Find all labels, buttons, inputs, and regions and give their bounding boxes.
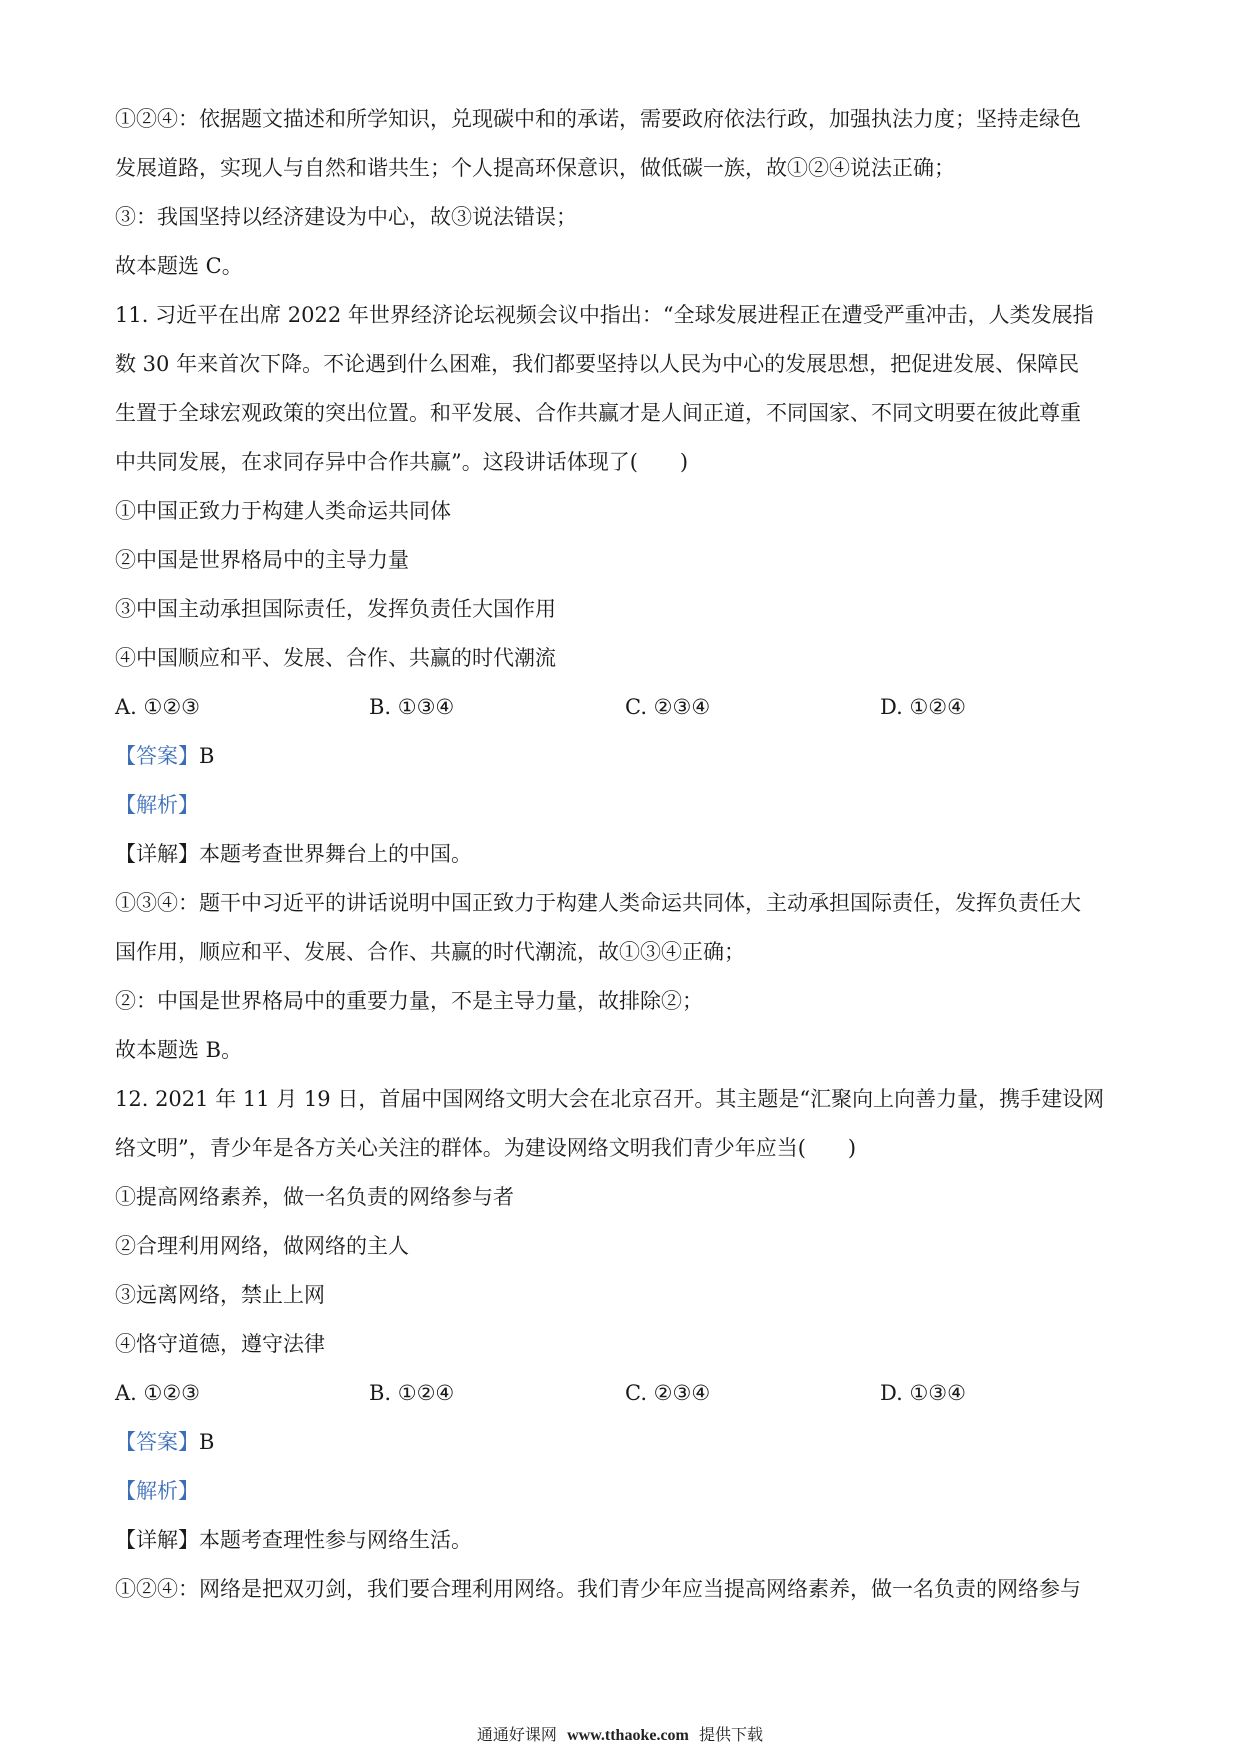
q12-stem-line2: 络文明”，青少年是各方关心关注的群体。为建设网络文明我们青少年应当( ) <box>115 1136 857 1160</box>
q12-detail-text: 本题考查理性参与网络生活。 <box>199 1528 472 1552</box>
q11-statement-1: ①中国正致力于构建人类命运共同体 <box>115 499 451 523</box>
q12-statement-2: ②合理利用网络，做网络的主人 <box>115 1234 409 1258</box>
q12-statement-3: ③远离网络，禁止上网 <box>115 1283 325 1307</box>
q12-option-a: A. ①②③ <box>115 1381 200 1405</box>
q11-stem-line3: 生置于全球宏观政策的突出位置。和平发展、合作共赢才是人间正道，不同国家、不同文明要在彼此尊重 <box>115 401 1081 425</box>
q10-analysis-124-line2: 发展道路，实现人与自然和谐共生；个人提高环保意识，做低碳一族，故①②④说法正确； <box>115 156 955 180</box>
q11-statement-2: ②中国是世界格局中的主导力量 <box>115 548 409 572</box>
footer-site-url[interactable]: www.tthaoke.com <box>567 1727 689 1744</box>
q11-stem-line2: 数 30 年来首次下降。不论遇到什么困难，我们都要坚持以人民为中心的发展思想，把促进发展、保障民 <box>115 352 1080 376</box>
q11-option-c: C. ②③④ <box>625 695 711 719</box>
q11-explain-134-line1: ①③④：题干中习近平的讲话说明中国正致力于构建人类命运共同体，主动承担国际责任，发挥负责任大 <box>115 891 1081 915</box>
q11-answer-tag: 【答案】 <box>115 744 199 768</box>
q12-statement-1: ①提高网络素养，做一名负责的网络参与者 <box>115 1185 514 1209</box>
q12-detail <box>115 1525 1125 1555</box>
q11-option-d: D. ①②④ <box>880 695 966 719</box>
q12-analysis-tag: 【解析】 <box>115 1479 199 1503</box>
q11-option-a: A. ①②③ <box>115 695 200 719</box>
q12-detail-tag: 【详解】 <box>115 1528 199 1552</box>
q12-option-c: C. ②③④ <box>625 1381 711 1405</box>
q11-analysis-tag: 【解析】 <box>115 793 199 817</box>
q11-explain-2: ②：中国是世界格局中的重要力量，不是主导力量，故排除②； <box>115 989 703 1013</box>
q12-statement-4: ④恪守道德，遵守法律 <box>115 1332 325 1356</box>
q11-detail-text: 本题考查世界舞台上的中国。 <box>199 842 472 866</box>
q12-option-b: B. ①②④ <box>369 1381 455 1405</box>
q11-answer <box>115 741 1125 771</box>
q10-conclusion: 故本题选 C。 <box>115 254 243 278</box>
q12-answer-tag: 【答案】 <box>115 1430 199 1454</box>
q11-option-b: B. ①③④ <box>369 695 455 719</box>
q12-stem-line1: 12. 2021 年 11 月 19 日，首届中国网络文明大会在北京召开。其主题是“汇聚向上向善力量，携手建设网 <box>115 1087 1105 1111</box>
q11-detail-tag: 【详解】 <box>115 842 199 866</box>
q11-statement-3: ③中国主动承担国际责任，发挥负责任大国作用 <box>115 597 556 621</box>
footer-suffix: 提供下载 <box>699 1725 764 1744</box>
q11-conclusion: 故本题选 B。 <box>115 1038 243 1062</box>
q12-explain-124-line1: ①②④：网络是把双刃剑，我们要合理利用网络。我们青少年应当提高网络素养，做一名负责的网络参与 <box>115 1577 1081 1601</box>
q11-stem-line4: 中共同发展，在求同存异中合作共赢”。这段讲话体现了( ) <box>115 450 689 474</box>
footer-site-name: 通通好课网 <box>476 1725 557 1744</box>
q11-detail <box>115 839 1125 869</box>
q11-answer-value: B <box>199 744 215 768</box>
q11-analysis-heading <box>115 790 1125 820</box>
q11-explain-134-line2: 国作用，顺应和平、发展、合作、共赢的时代潮流，故①③④正确； <box>115 940 745 964</box>
q11-stem-line1: 11. 习近平在出席 2022 年世界经济论坛视频会议中指出：“全球发展进程正在遭受严重冲击，人类发展指 <box>115 303 1094 327</box>
q10-analysis-3: ③：我国坚持以经济建设为中心，故③说法错误； <box>115 205 577 229</box>
q10-analysis-124-line1: ①②④：依据题文描述和所学知识，兑现碳中和的承诺，需要政府依法行政，加强执法力度；坚持走绿色 <box>115 107 1081 131</box>
q12-option-d: D. ①③④ <box>880 1381 966 1405</box>
q11-statement-4: ④中国顺应和平、发展、合作、共赢的时代潮流 <box>115 646 556 670</box>
q12-answer-value: B <box>199 1430 215 1454</box>
q12-analysis-heading <box>115 1476 1125 1506</box>
page-footer <box>0 1722 1240 1745</box>
q12-answer <box>115 1427 1125 1457</box>
